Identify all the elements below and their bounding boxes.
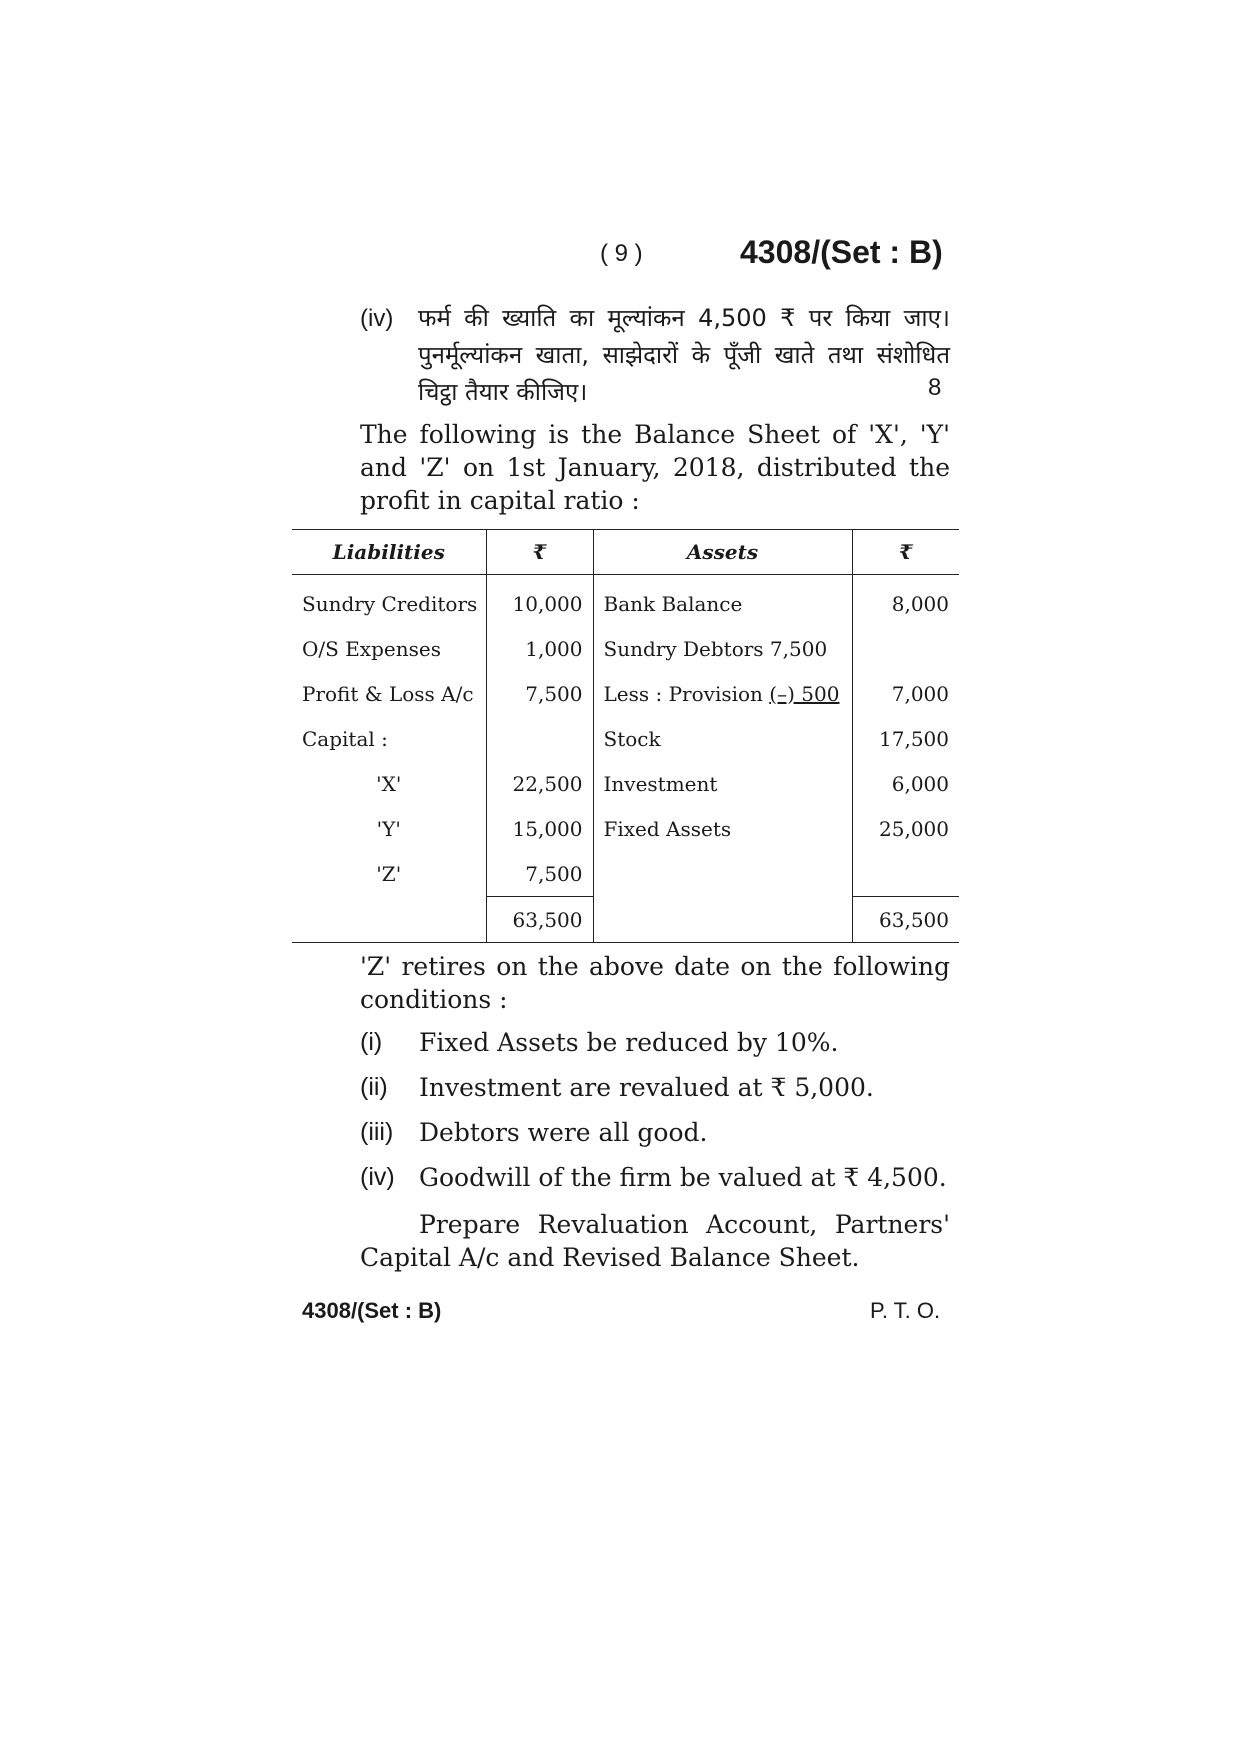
liability-amount-cell [486,716,593,761]
asset-cell: Stock [593,716,852,761]
liability-amount-cell: 7,500 [486,851,593,897]
instruction-text: Prepare Revaluation Account, Partners' Capital A/c and Revised Balance Sheet. [360,1210,950,1272]
asset-amount-cell: 8,000 [891,591,949,616]
conditions-intro: 'Z' retires on the above date on the following conditions : [360,952,950,1014]
total-assets: 63,500 [852,897,959,943]
hindi-item-text: फर्म की ख्याति का मूल्यांकन 4,500 ₹ पर किया जाए। पुनर्मूल्यांकन खाता, साझेदारों के पूँजी खाते तथा संशोधित चिट्ठा तैयार कीजिए। [418,304,950,406]
empty-cell [593,897,852,943]
asset-amount-cell [852,851,959,897]
liability-amount-cell: 10,000 [486,575,593,627]
liability-amount-cell: 22,500 [486,761,593,806]
condition-label: (iii) [360,1118,394,1146]
asset-cell: Sundry Debtors 7,500 [593,626,852,671]
header-assets: Assets [593,530,852,575]
liability-amount-cell: 7,500 [486,671,593,716]
asset-cell: Bank Balance [593,575,852,627]
liability-amount-cell: 1,000 [486,626,593,671]
liability-cell: Profit & Loss A/c [292,671,486,716]
asset-cell: Fixed Assets [593,806,852,851]
condition-text: Fixed Assets be reduced by 10%. [419,1028,839,1057]
asset-cell [593,851,852,897]
asset-amount-cell: 25,000 [879,816,949,841]
asset-amount-cell [852,626,959,671]
table-row [292,671,959,716]
asset-cell [593,671,852,716]
page-number: ( 9 ) [600,240,643,267]
condition-label: (ii) [360,1073,388,1101]
table-row [292,761,959,806]
table-row [292,851,959,897]
hindi-item-label: (iv) [360,305,394,332]
asset-amount-cell: 17,500 [879,726,949,751]
liability-cell: 'Y' [292,806,486,851]
header-amount-assets: ₹ [852,530,959,575]
condition-text: Goodwill of the firm be valued at ₹ 4,500. [419,1163,947,1192]
header-amount-liabilities: ₹ [486,530,593,575]
total-liabilities: 63,500 [486,897,593,943]
liability-cell: O/S Expenses [292,626,486,671]
liability-cell: 'X' [292,761,486,806]
liability-cell: 'Z' [292,851,486,897]
condition-label: (iv) [360,1163,395,1191]
pto-label: P. T. O. [870,1298,941,1323]
empty-cell [292,897,486,943]
table-row [292,575,959,627]
liability-amount-cell: 15,000 [486,806,593,851]
marks: 8 [928,374,942,401]
question-intro: The following is the Balance Sheet of 'X', 'Y' and 'Z' on 1st January, 2018, distributed the profit in capital ratio : [360,420,950,515]
condition-text: Debtors were all good. [419,1118,708,1147]
paper-code-header: 4308/(Set : B) [740,234,943,270]
asset-amount-cell: 6,000 [891,771,949,796]
condition-text: Investment are revalued at ₹ 5,000. [419,1073,874,1102]
table-row [292,716,959,761]
table-row [292,626,959,671]
hindi-question-item [360,300,950,411]
condition-label: (i) [360,1028,383,1056]
provision-amount: (–) 500 [769,681,840,706]
asset-cell: Investment [593,761,852,806]
asset-amount-cell: 7,000 [891,681,949,706]
liability-cell: Sundry Creditors [292,575,486,627]
total-row [292,897,959,943]
paper-code-footer: 4308/(Set : B) [302,1298,442,1323]
balance-sheet-table [292,529,959,943]
table-row [292,806,959,851]
header-liabilities: Liabilities [292,530,486,575]
liability-cell: Capital : [292,716,486,761]
provision-label: Less : Provision [603,681,763,706]
